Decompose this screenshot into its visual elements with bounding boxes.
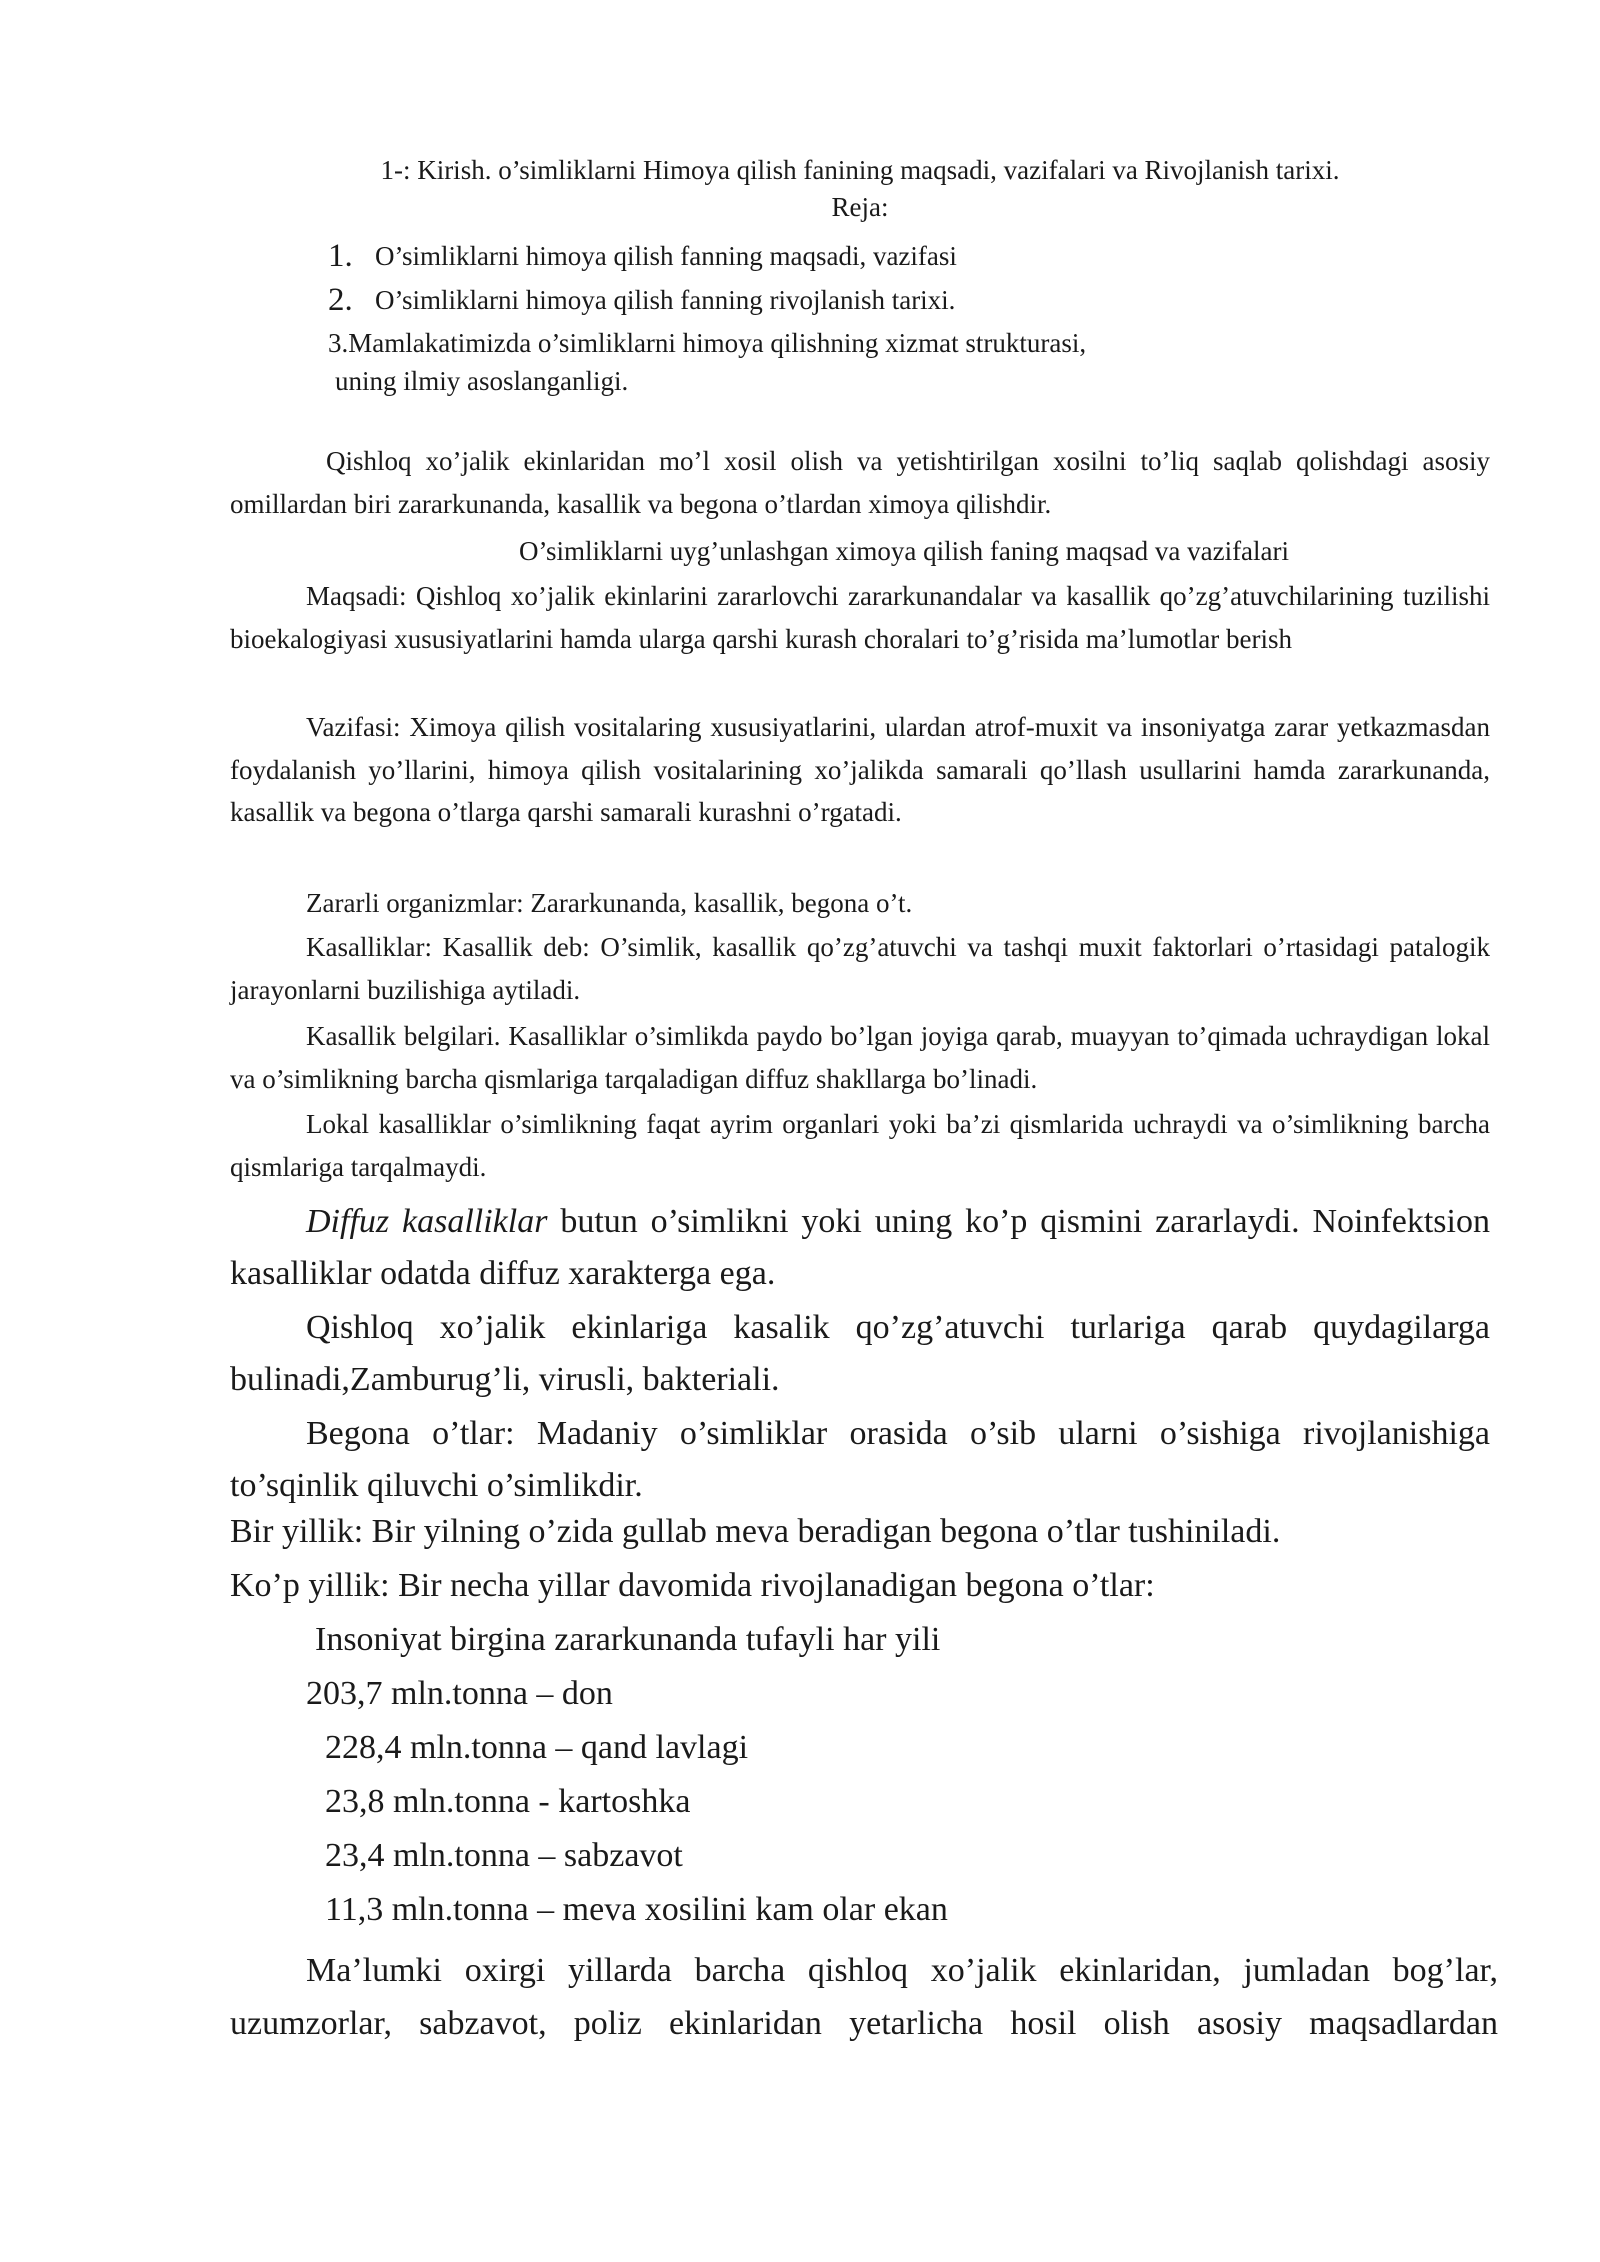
diffuz-paragraph: [230, 1196, 1490, 1300]
plan-item-number: 2.: [328, 282, 353, 318]
kasalliklar-paragraph: Kasalliklar: Kasallik deb: O’simlik, kasallik qo’zg’atuvchi va tashqi muxit faktorlari o’rtasidagi patalogik jarayonlarni buzilishiga aytiladi.: [230, 932, 1490, 1005]
malumki-paragraph: Ma’lumki oxirgi yillarda barcha qishloq xo’jalik ekinlaridan, jumladan bog’lar, uzumzorlar, sabzavot, poliz ekinlaridan yetarlicha hosil olish asosiy maqsadlardan: [230, 1952, 1498, 2042]
plan-item-3-continuation: uning ilmiy asoslanganligi.: [335, 366, 629, 396]
vazifasi-paragraph: Vazifasi: Ximoya qilish vositalaring xususiyatlarini, ulardan atrof-muxit va insoniyatga zarar yetkazmasdan foydalanish yo’llarini, himoya qilish vositalarining xo’jalikda samarali qo’llash usullarini hamda zararkunanda, kasallik va begona o’tlarga qarshi samarali kurashni o’rgatadi.: [230, 712, 1490, 827]
zararli-paragraph: Zararli organizmlar: Zararkunanda, kasallik, begona o’t.: [306, 888, 913, 918]
loss-item-kartoshka: 23,8 mln.tonna - kartoshka: [325, 1783, 691, 1820]
document-title: 1-: Kirish. o’simliklarni Himoya qilish fanining maqsadi, vazifalari va Rivojlanish tarixi.: [380, 155, 1340, 185]
loss-item-sabzavot: 23,4 mln.tonna – sabzavot: [325, 1837, 683, 1874]
maqsadi-paragraph: Maqsadi: Qishloq xo’jalik ekinlarini zararlovchi zararkunandalar va kasallik qo’zg’atuvchilarining tuzilishi bioekalogiyasi xususiyatlarini hamda ularga qarshi kurash choralari to’g’risida ma’lumotlar berish: [230, 581, 1490, 654]
loss-item-meva: 11,3 mln.tonna – meva xosilini kam olar ekan: [325, 1891, 948, 1928]
plan-item-number: 1.: [328, 238, 353, 274]
loss-item-qand-lavlagi: 228,4 mln.tonna – qand lavlagi: [325, 1729, 749, 1766]
plan-heading: Reja:: [831, 192, 889, 222]
belgilari-paragraph: Kasallik belgilari. Kasalliklar o’simlikda paydo bo’lgan joyiga qarab, muayyan to’qimada uchraydigan lokal va o’simlikning barcha qismlariga tarqaladigan diffuz shakllarga bo’linadi.: [230, 1021, 1490, 1094]
loss-item-don: 203,7 mln.tonna – don: [306, 1675, 613, 1712]
diffuz-text: butun o’simlikni yoki uning ko’p qismini zararlaydi. Noinfektsion kasalliklar odatda diffuz xarakterga ega.: [230, 1203, 1490, 1292]
qishloq-paragraph: Qishloq xo’jalik ekinlariga kasalik qo’zg’atuvchi turlariga qarab quydagilarga bulinadi,Zamburug’li, virusli, bakteriali.: [230, 1309, 1490, 1398]
lokal-paragraph: Lokal kasalliklar o’simlikning faqat ayrim organlari yoki ba’zi qismlarida uchraydi va o’simlikning barcha qismlariga tarqalmaydi.: [230, 1109, 1490, 1182]
plan-item-3: 3.Mamlakatimizda o’simliklarni himoya qilishning xizmat strukturasi,: [328, 328, 1087, 358]
kop-yillik-line: Ko’p yillik: Bir necha yillar davomida rivojlanadigan begona o’tlar:: [230, 1567, 1155, 1604]
section-subtitle: O’simliklarni uyg’unlashgan ximoya qilish faning maqsad va vazifalari: [518, 536, 1290, 566]
insoniyat-line: Insoniyat birgina zararkunanda tufayli har yili: [315, 1621, 941, 1658]
diffuz-term: Diffuz kasalliklar: [306, 1203, 548, 1240]
plan-item-text: O’simliklarni himoya qilish fanning rivojlanish tarixi.: [375, 285, 956, 315]
plan-item-text: O’simliklarni himoya qilish fanning maqsadi, vazifasi: [375, 241, 957, 271]
bir-yillik-line: Bir yillik: Bir yilning o’zida gullab meva beradigan begona o’tlar tushiniladi.: [230, 1513, 1281, 1550]
intro-paragraph: Qishloq xo’jalik ekinlaridan mo’l xosil olish va yetishtirilgan xosilni to’liq saqlab qolishdagi asosiy omillardan biri zararkunanda, kasallik va begona o’tlardan ximoya qilishdir.: [230, 446, 1490, 519]
begona-paragraph: Begona o’tlar: Madaniy o’simliklar orasida o’sib ularni o’sishiga rivojlanishiga to’sqinlik qiluvchi o’simlikdir.: [230, 1415, 1490, 1504]
